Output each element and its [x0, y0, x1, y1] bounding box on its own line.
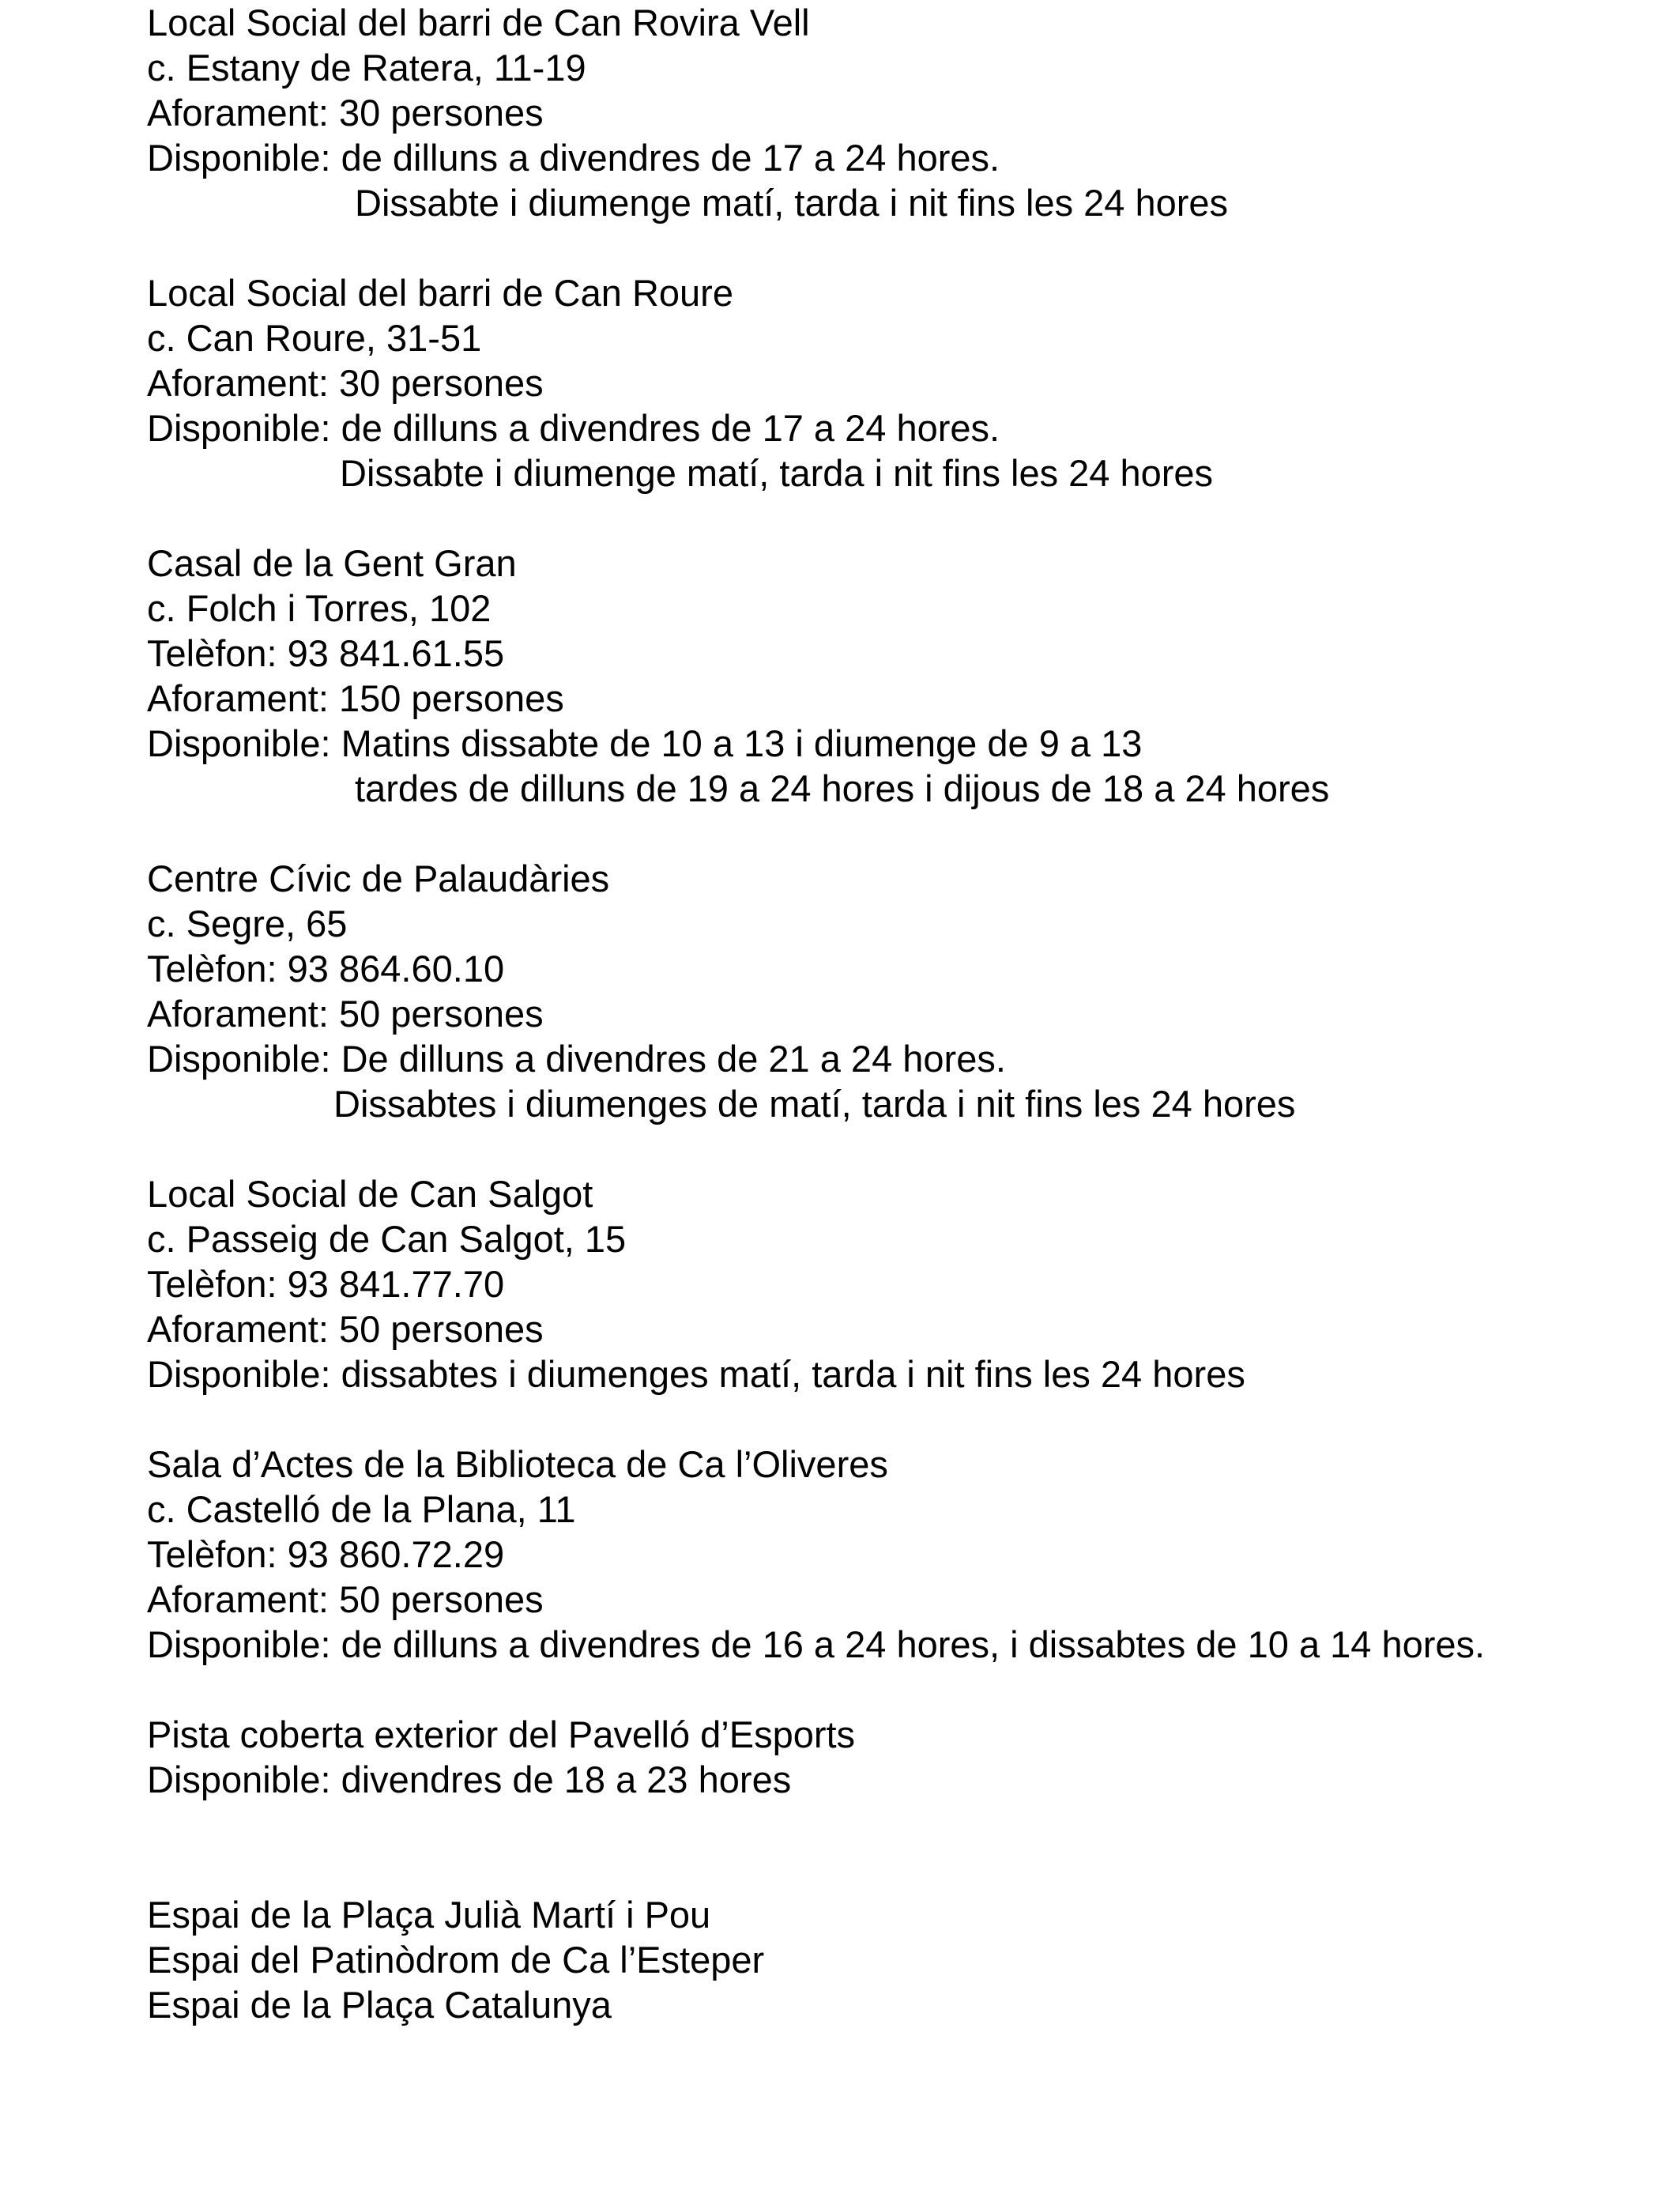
venue-address: c. Passeig de Can Salgot, 15 [147, 1218, 627, 1260]
venue-availability: Disponible: Matins dissabte de 10 a 13 i diumenge de 9 a 13 [147, 722, 1143, 764]
venue-capacity: Aforament: 50 persones [147, 1308, 544, 1350]
venue-name: Centre Cívic de Palaudàries [147, 858, 610, 899]
venue-phone: Telèfon: 93 864.60.10 [147, 948, 505, 990]
venue-address: c. Can Roure, 31-51 [147, 317, 482, 359]
venue-availability: Disponible: de dilluns a divendres de 16 a 24 hores, i dissabtes de 10 a 14 hores. [147, 1623, 1486, 1665]
venue-capacity: Aforament: 150 persones [147, 677, 564, 719]
venue-availability: Disponible: de dilluns a divendres de 17 a 24 hores. [147, 137, 1000, 179]
venue-name: Local Social del barri de Can Roure [147, 272, 733, 314]
venue-address: c. Estany de Ratera, 11-19 [147, 47, 586, 89]
venue-address: c. Folch i Torres, 102 [147, 587, 492, 629]
venue-availability-continued: Dissabte i diumenge matí, tarda i nit fins les 24 hores [340, 452, 1214, 494]
open-space-item: Espai de la Plaça Julià Martí i Pou [147, 1894, 711, 1936]
venue-availability: Disponible: divendres de 18 a 23 hores [147, 1759, 792, 1800]
open-space-item: Espai del Patinòdrom de Ca l’Esteper [147, 1939, 765, 1981]
venue-availability-continued: tardes de dilluns de 19 a 24 hores i dijous de 18 a 24 hores [355, 767, 1330, 809]
venue-capacity: Aforament: 30 persones [147, 362, 544, 404]
venue-phone: Telèfon: 93 841.77.70 [147, 1263, 505, 1305]
venue-availability: Disponible: dissabtes i diumenges matí, tarda i nit fins les 24 hores [147, 1353, 1245, 1395]
venue-availability: Disponible: De dilluns a divendres de 21 a 24 hores. [147, 1038, 1006, 1080]
venue-phone: Telèfon: 93 841.61.55 [147, 632, 505, 674]
venue-phone: Telèfon: 93 860.72.29 [147, 1533, 505, 1575]
venue-name: Local Social del barri de Can Rovira Vell [147, 2, 810, 43]
venue-capacity: Aforament: 50 persones [147, 993, 544, 1035]
venue-capacity: Aforament: 50 persones [147, 1578, 544, 1620]
open-space-item: Espai de la Plaça Catalunya [147, 1984, 612, 2026]
venue-name: Casal de la Gent Gran [147, 542, 517, 584]
venue-address: c. Segre, 65 [147, 903, 348, 944]
venue-name: Sala d’Actes de la Biblioteca de Ca l’Oliveres [147, 1443, 888, 1485]
venue-name: Pista coberta exterior del Pavelló d’Esports [147, 1713, 856, 1755]
venue-availability-continued: Dissabte i diumenge matí, tarda i nit fins les 24 hores [355, 182, 1229, 224]
venue-name: Local Social de Can Salgot [147, 1173, 593, 1215]
venue-availability: Disponible: de dilluns a divendres de 17 a 24 hores. [147, 407, 1000, 449]
venue-availability-continued: Dissabtes i diumenges de matí, tarda i nit fins les 24 hores [333, 1083, 1296, 1125]
venue-capacity: Aforament: 30 persones [147, 92, 544, 134]
venue-address: c. Castelló de la Plana, 11 [147, 1488, 576, 1530]
